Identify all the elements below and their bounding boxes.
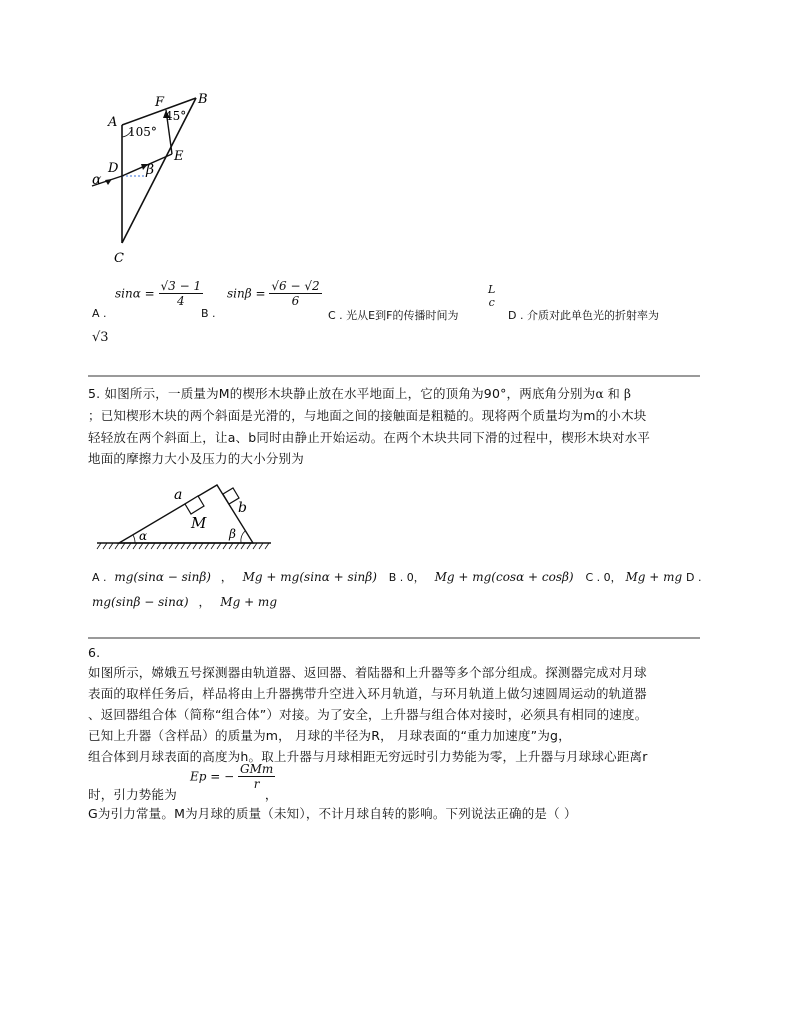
divider xyxy=(88,637,700,639)
q6-ep-formula: Ep = − $\frac{\text{GMm}}{r}$ xyxy=(190,762,274,791)
label-F: F xyxy=(155,95,165,110)
label-M: M xyxy=(191,514,207,532)
label-45: 45° xyxy=(165,109,187,123)
q4-option-b: B . xyxy=(201,307,216,320)
label-105: 105° xyxy=(128,125,157,139)
angle-arc-alpha xyxy=(133,535,135,543)
q5-options-line1: A . mg(sinα − sinβ) ， Mg + mg(sinα + sinβ) B . 0， Mg + mg(cosα + cosβ) C . 0， Mg + mg D . xyxy=(92,570,702,584)
q6-line7: G为引力常量。M为月球的质量（未知），不计月球自转的影响。下列说法正确的是（ ） xyxy=(88,806,577,821)
q4-option-d-value: √3 xyxy=(92,330,109,345)
label-b: b xyxy=(238,500,247,516)
label-E: E xyxy=(174,149,184,164)
q4-option-a-formula: sinα = $\frac{√3 - 1}{4}$ xyxy=(115,279,202,308)
q5-line4: 地面的摩擦力大小及压力的大小分别为 xyxy=(88,451,304,466)
label-beta: β xyxy=(146,162,155,178)
label-D: D xyxy=(108,161,119,176)
label-alpha: α xyxy=(92,172,102,188)
q5-line3: 轻轻放在两个斜面上，让a、b同时由静止开始运动。在两个木块共同下滑的过程中，楔形木块对水平 xyxy=(88,430,651,445)
divider xyxy=(88,375,700,377)
q4-option-b-formula: sinβ = $\frac{√6 - √2}{6}$ xyxy=(227,279,320,308)
q4-option-c-fraction: L c xyxy=(488,283,496,309)
label-beta: β xyxy=(229,527,236,541)
q6-line6: 时，引力势能为 ， xyxy=(88,787,278,802)
q6-line5: 组合体到月球表面的高度为h。取上升器与月球相距无穷远时引力势能为零，上升器与月球球心距离r xyxy=(88,749,648,764)
block-a xyxy=(185,496,204,514)
q4-option-a: A . xyxy=(92,307,107,320)
block-b xyxy=(223,488,239,504)
q5-line1: 5. 如图所示，一质量为M的楔形木块静止放在水平地面上，它的顶角为90°，两底角分别为α 和 β xyxy=(88,386,632,401)
q6-number: 6. xyxy=(88,645,101,660)
q6-line2: 表面的取样任务后，样品将由上升器携带升空进入环月轨道，与环月轨道上做匀速圆周运动的轨道器 xyxy=(88,686,647,701)
wedge-figure xyxy=(95,478,275,553)
q4-option-d: D . 介质对此单色光的折射率为 xyxy=(508,309,659,322)
angle-arc-beta xyxy=(241,531,245,543)
q6-line1: 如图所示，嫦娥五号探测器由轨道器、返回器、着陆器和上升器等多个部分组成。探测器完成对月球 xyxy=(88,665,647,680)
label-B: B xyxy=(198,92,208,107)
label-A: A xyxy=(108,115,118,130)
label-C: C xyxy=(114,251,124,266)
label-alpha: α xyxy=(139,529,148,543)
q5-options-line2: mg(sinβ − sinα) ， Mg + mg xyxy=(92,595,277,609)
q4-option-c: C . 光从E到F的传播时间为 xyxy=(328,309,459,322)
q6-line3: 、返回器组合体（简称“组合体”）对接。为了安全，上升器与组合体对接时，必须具有相同的速度。 xyxy=(88,707,648,722)
ground-hatch xyxy=(97,543,269,549)
q6-line4: 已知上升器（含样品）的质量为m， 月球的半径为R， 月球表面的“重力加速度”为g， xyxy=(88,728,571,743)
label-a: a xyxy=(174,487,183,503)
q5-line2: ；已知楔形木块的两个斜面是光滑的，与地面之间的接触面是粗糙的。现将两个质量均为m的小木块 xyxy=(88,408,647,423)
optics-triangle-figure xyxy=(86,88,236,270)
